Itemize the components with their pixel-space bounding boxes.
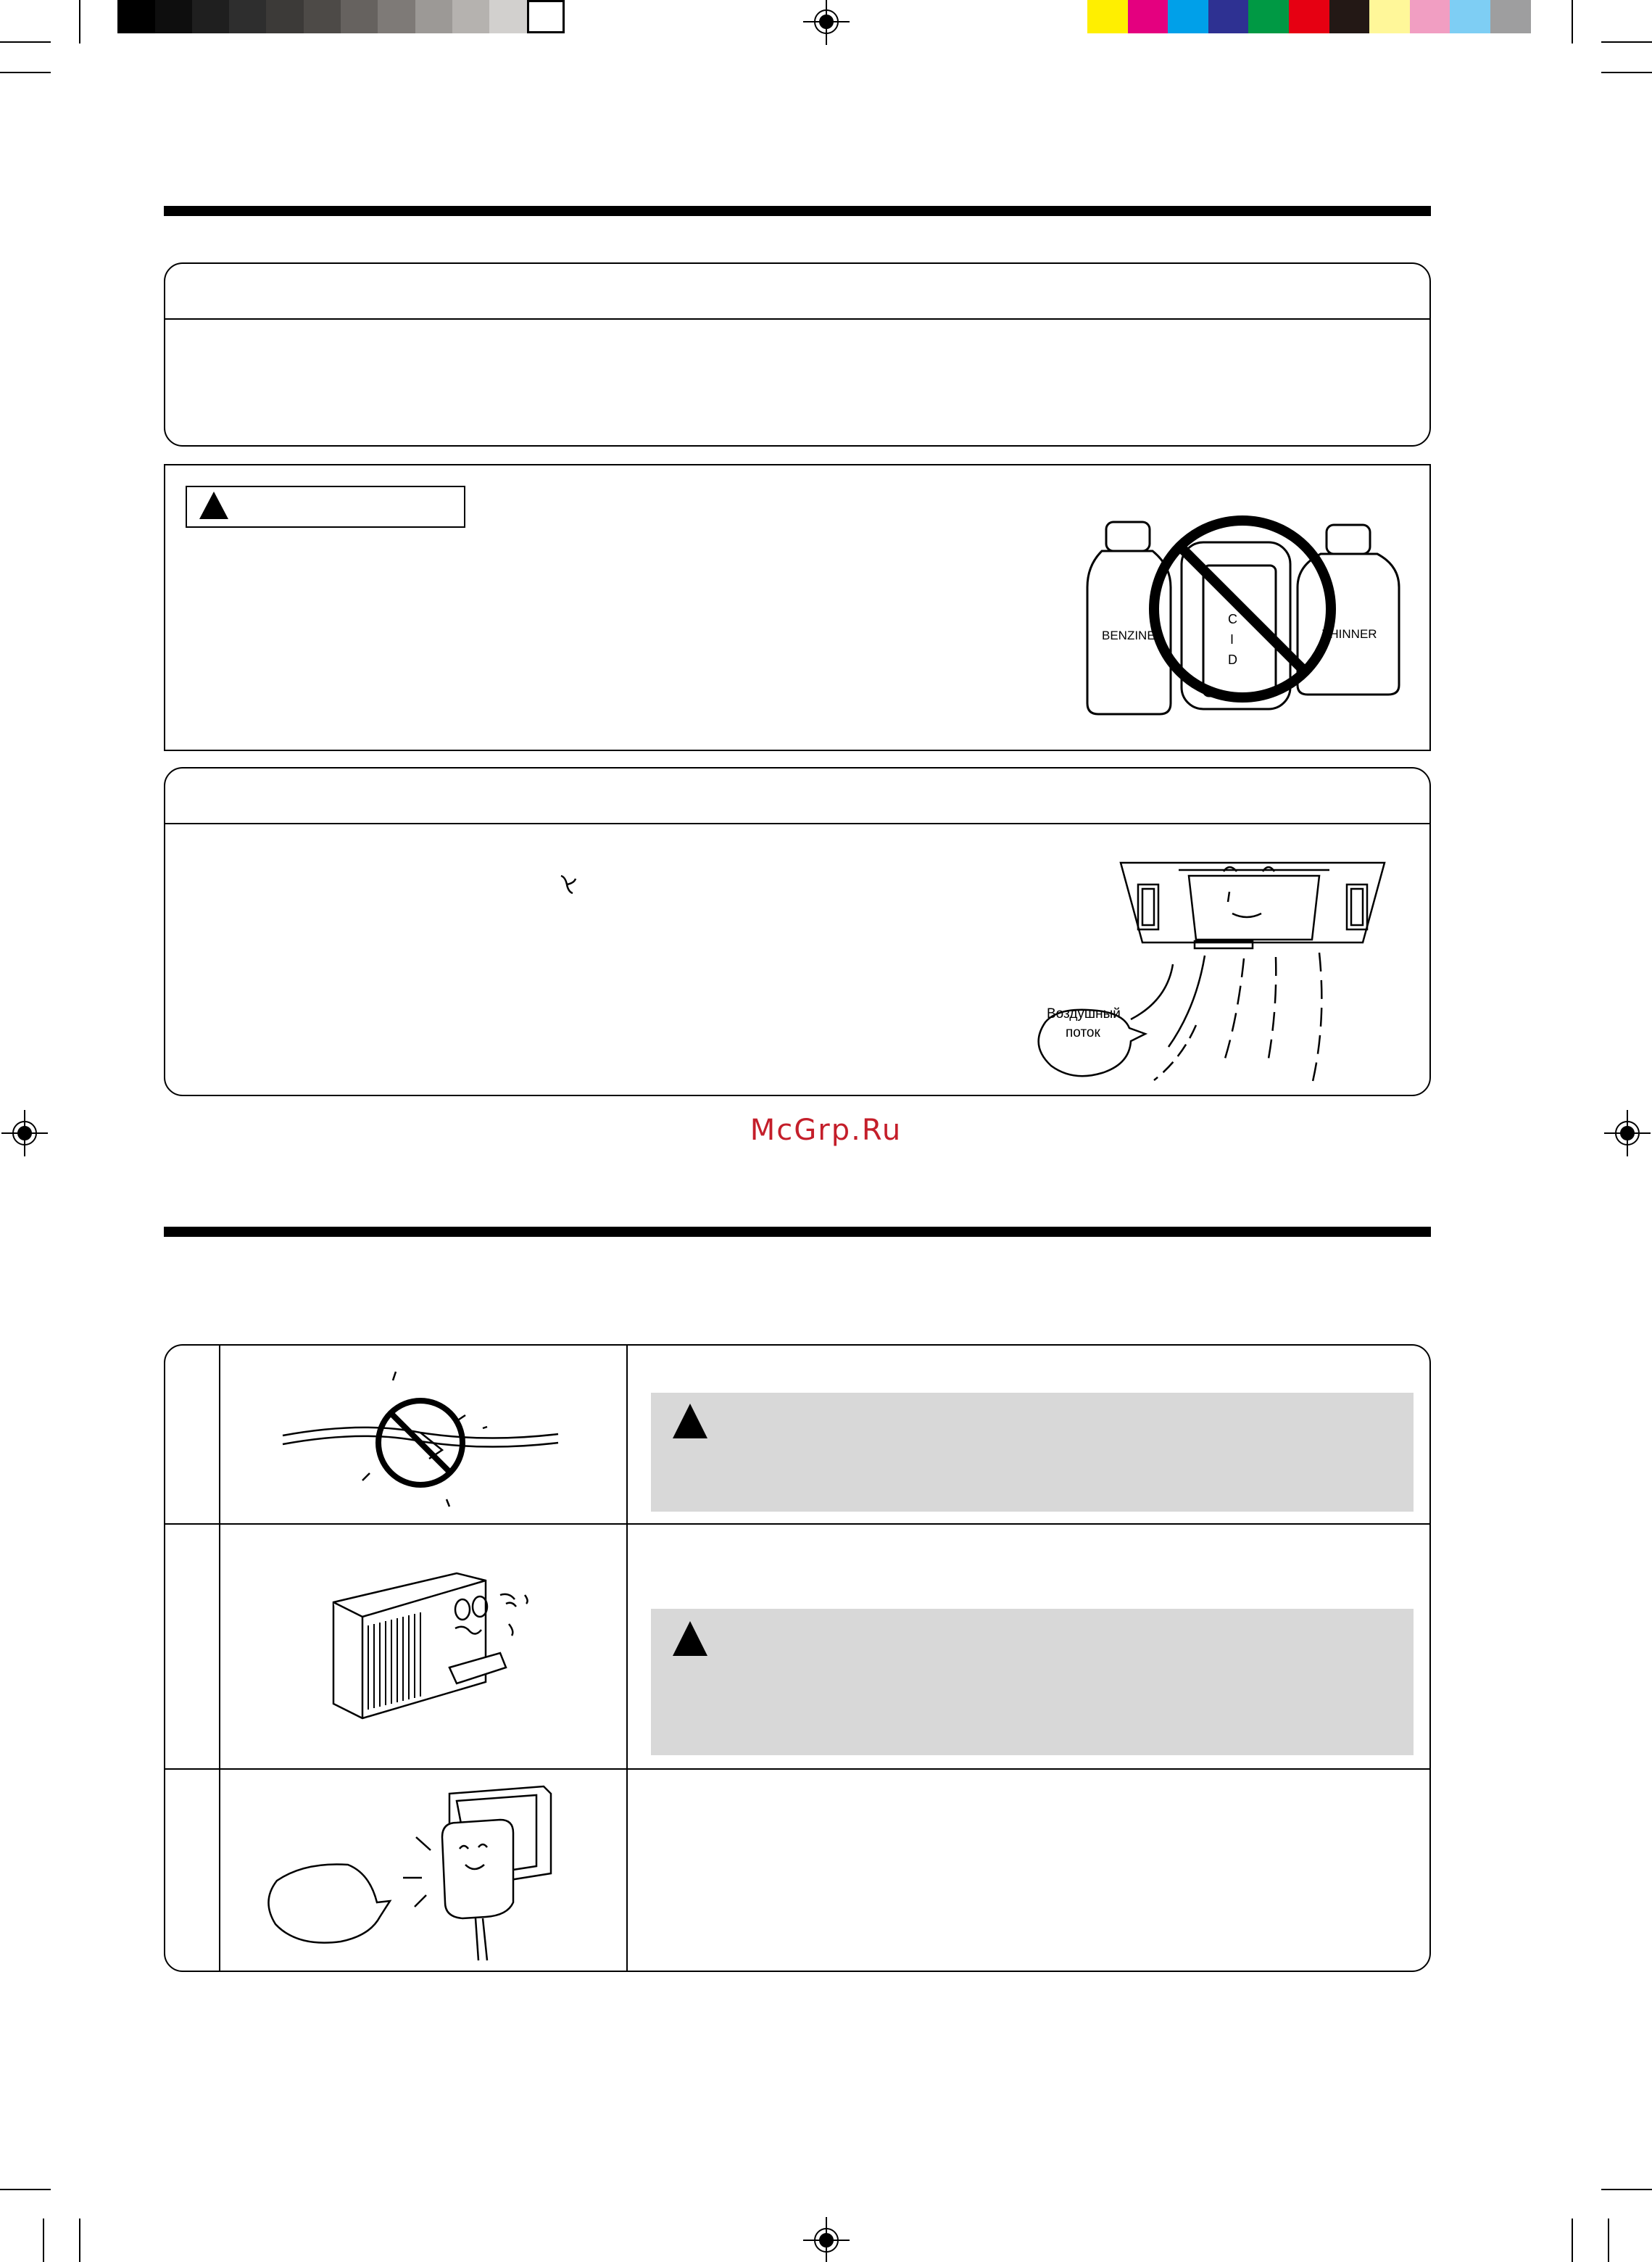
care-box-1 <box>164 262 1431 447</box>
chemicals-prohibited-illustration <box>1080 508 1406 718</box>
warning-box <box>651 1393 1414 1512</box>
fan-icon <box>555 873 578 896</box>
table-row-divider <box>165 1523 1429 1525</box>
airflow-bubble-line-1: Воздушный <box>1047 1006 1121 1022</box>
care-box-1-divider <box>165 318 1429 320</box>
plug-socket-icon <box>261 1779 565 1968</box>
benzine-label: BENZINE <box>1102 629 1155 642</box>
warning-triangle-icon <box>199 492 228 519</box>
thinner-label: THINNER <box>1322 627 1377 641</box>
acid-letter: I <box>1230 632 1234 647</box>
table-row-divider <box>165 1768 1429 1770</box>
damaged-cable-prohibited-icon <box>275 1363 565 1508</box>
registration-mark <box>803 0 850 45</box>
acid-letter: C <box>1228 612 1237 626</box>
warning-triangle-icon <box>673 1621 707 1656</box>
airflow-illustration <box>1015 856 1392 1095</box>
warning-triangle-icon <box>673 1404 707 1438</box>
airflow-bubble-line-2: поток <box>1066 1025 1100 1040</box>
table-col-divider-2 <box>626 1346 628 1971</box>
warning-box <box>651 1609 1414 1755</box>
outdoor-unit-worried-icon <box>319 1559 565 1726</box>
table-col-divider-1 <box>219 1346 220 1971</box>
section-rule-bottom <box>164 1227 1431 1237</box>
acid-letter: D <box>1228 652 1237 667</box>
airflow-box-divider <box>165 823 1429 824</box>
watermark: McGrp.Ru <box>750 1114 902 1147</box>
section-rule-top <box>164 206 1431 216</box>
